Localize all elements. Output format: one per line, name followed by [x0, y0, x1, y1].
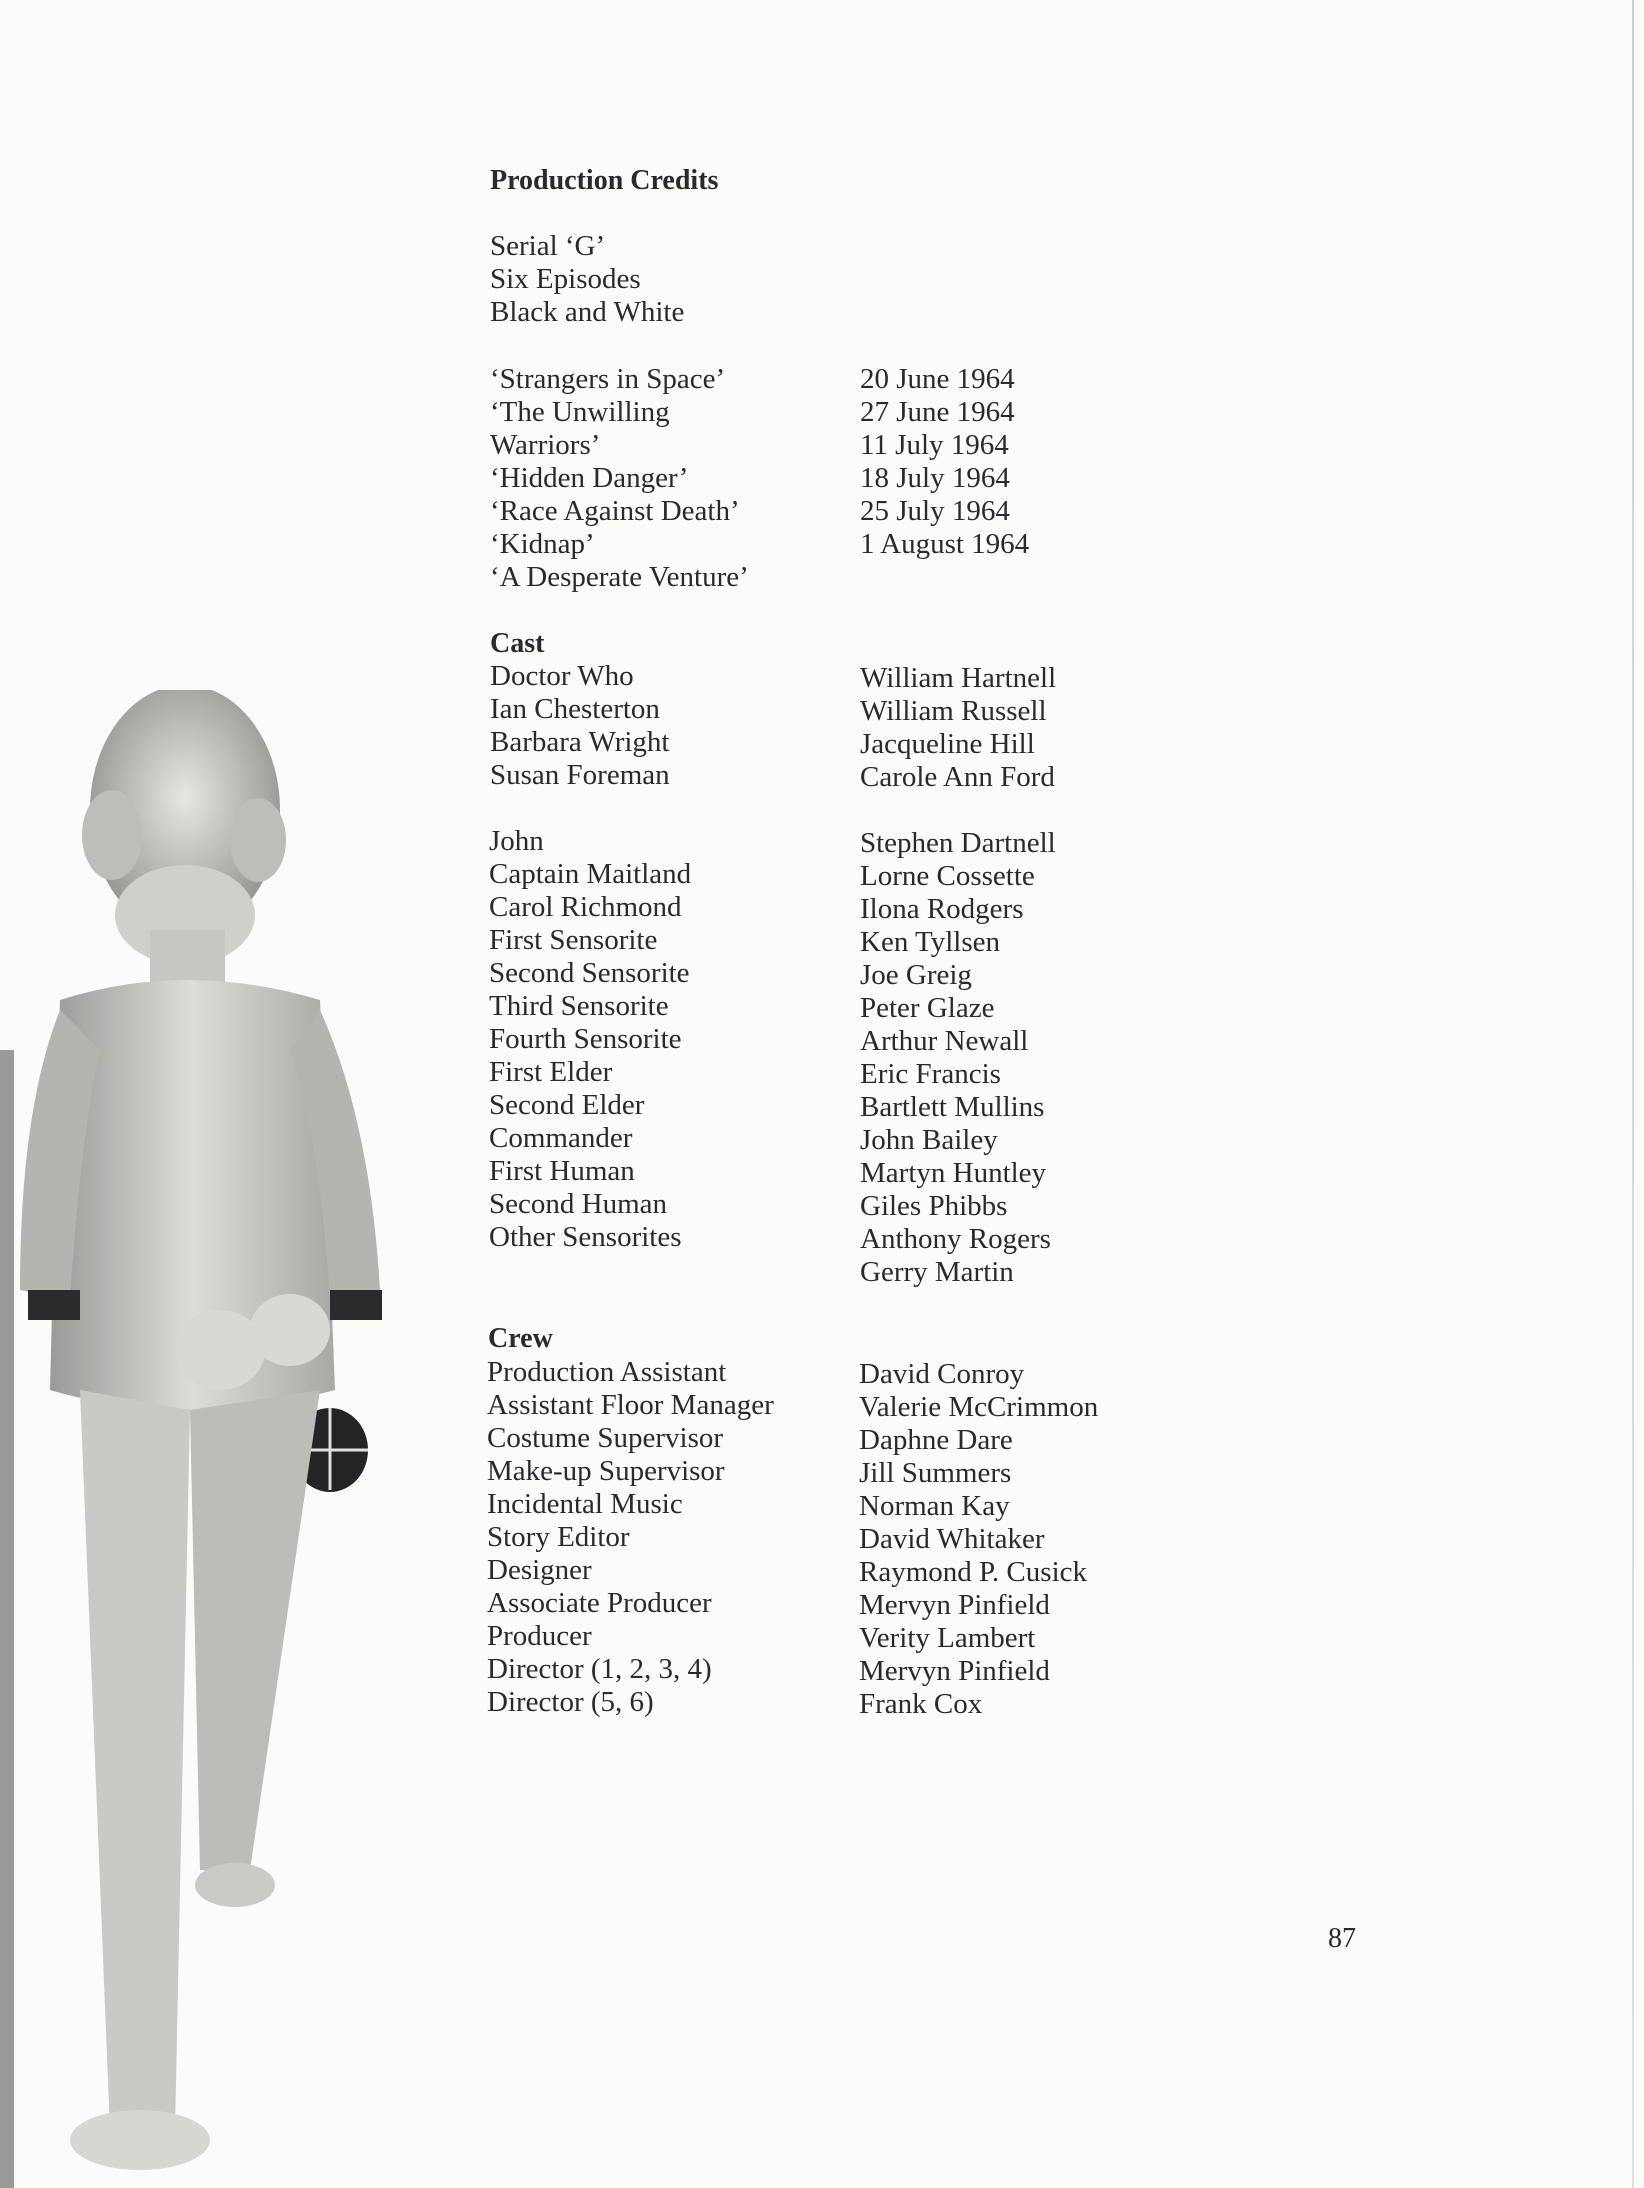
- episode-date: 11 July 1964: [860, 429, 1009, 461]
- cast-role: John: [489, 825, 544, 857]
- cast-role: First Elder: [489, 1056, 613, 1088]
- crew-role: Story Editor: [487, 1521, 630, 1553]
- episode-title: ‘Hidden Danger’: [490, 462, 689, 494]
- episode-title: Warriors’: [490, 429, 601, 461]
- cast-role: Carol Richmond: [489, 891, 682, 923]
- crew-name: Jill Summers: [859, 1457, 1012, 1489]
- crew-name: Mervyn Pinfield: [859, 1655, 1050, 1687]
- cast-guest-actors: [860, 827, 1056, 1289]
- cast-role: Third Sensorite: [489, 990, 669, 1022]
- crew-roles: [487, 1356, 774, 1719]
- crew-name: Daphne Dare: [859, 1424, 1013, 1456]
- episode-dates: [860, 363, 1029, 561]
- crew-role: Associate Producer: [487, 1587, 712, 1619]
- cast-actor: Carole Ann Ford: [860, 761, 1055, 793]
- episode-date: 20 June 1964: [860, 363, 1015, 395]
- serial-info-line: Serial ‘G’: [490, 230, 606, 262]
- cast-actor: Eric Francis: [860, 1058, 1001, 1090]
- crew-role: Director (5, 6): [487, 1686, 654, 1718]
- crew-role: Make-up Supervisor: [487, 1455, 725, 1487]
- cast-guest-roles: [489, 825, 691, 1254]
- cast-actor: Anthony Rogers: [860, 1223, 1051, 1255]
- crew-name: David Whitaker: [859, 1523, 1045, 1555]
- page-number: 87: [1328, 1923, 1356, 1954]
- cast-role: Other Sensorites: [489, 1221, 682, 1253]
- cast-actor: Giles Phibbs: [860, 1190, 1008, 1222]
- cast-main-actors: [860, 662, 1056, 794]
- page-title: Production Credits: [490, 165, 719, 196]
- serial-info-line: Six Episodes: [490, 263, 641, 295]
- cast-actor: Gerry Martin: [860, 1256, 1014, 1288]
- cast-role: Second Human: [489, 1188, 667, 1220]
- crew-role: Director (1, 2, 3, 4): [487, 1653, 712, 1685]
- crew-role: Producer: [487, 1620, 592, 1652]
- cast-main-roles: [490, 660, 670, 792]
- cast-role: Doctor Who: [490, 660, 634, 692]
- episode-title: ‘Race Against Death’: [490, 495, 740, 527]
- episode-titles: [490, 363, 749, 594]
- cast-role: Second Elder: [489, 1089, 645, 1121]
- episode-title: ‘Strangers in Space’: [490, 363, 726, 395]
- crew-role: Designer: [487, 1554, 592, 1586]
- crew-role: Costume Supervisor: [487, 1422, 724, 1454]
- crew-name: Frank Cox: [859, 1688, 983, 1720]
- cast-role: Captain Maitland: [489, 858, 692, 890]
- cast-role: Susan Foreman: [490, 759, 670, 791]
- serial-info: [490, 230, 684, 329]
- serial-info-line: Black and White: [490, 296, 685, 328]
- cast-actor: John Bailey: [860, 1124, 998, 1156]
- episode-date: 27 June 1964: [860, 396, 1015, 428]
- cast-actor: Ilona Rodgers: [860, 893, 1024, 925]
- cast-actor: William Hartnell: [860, 662, 1057, 694]
- episode-date: 25 July 1964: [860, 495, 1010, 527]
- crew-name: Mervyn Pinfield: [859, 1589, 1050, 1621]
- cast-actor: Martyn Huntley: [860, 1157, 1047, 1189]
- crew-role: Production Assistant: [487, 1356, 727, 1388]
- cast-actor: William Russell: [860, 695, 1047, 727]
- cast-role: First Sensorite: [489, 924, 658, 956]
- cast-role: Ian Chesterton: [490, 693, 660, 725]
- cast-heading: Cast: [490, 628, 545, 659]
- cast-role: First Human: [489, 1155, 635, 1187]
- episode-date: 1 August 1964: [860, 528, 1030, 560]
- episode-title: ‘A Desperate Venture’: [490, 561, 749, 593]
- crew-name: Norman Kay: [859, 1490, 1010, 1522]
- cast-actor: Stephen Dartnell: [860, 827, 1056, 859]
- crew-name: David Conroy: [859, 1358, 1025, 1390]
- crew-role: Incidental Music: [487, 1488, 683, 1520]
- cast-actor: Arthur Newall: [860, 1025, 1029, 1057]
- cast-actor: Bartlett Mullins: [860, 1091, 1045, 1123]
- episode-title: ‘Kidnap’: [490, 528, 595, 560]
- episode-date: 18 July 1964: [860, 462, 1010, 494]
- cast-role: Barbara Wright: [490, 726, 670, 758]
- cast-actor: Ken Tyllsen: [860, 926, 1001, 958]
- cast-role: Fourth Sensorite: [489, 1023, 682, 1055]
- crew-name: Raymond P. Cusick: [859, 1556, 1087, 1588]
- cast-role: Commander: [489, 1122, 633, 1154]
- cast-role: Second Sensorite: [489, 957, 690, 989]
- cast-actor: Joe Greig: [860, 959, 972, 991]
- cast-actor: Peter Glaze: [860, 992, 995, 1024]
- crew-heading: Crew: [488, 1323, 553, 1354]
- cast-actor: Lorne Cossette: [860, 860, 1035, 892]
- episode-title: ‘The Unwilling: [490, 396, 670, 428]
- crew-name: Verity Lambert: [859, 1622, 1036, 1654]
- crew-role: Assistant Floor Manager: [487, 1389, 774, 1421]
- crew-name: Valerie McCrimmon: [859, 1391, 1099, 1423]
- cast-actor: Jacqueline Hill: [860, 728, 1035, 760]
- crew-names: [859, 1358, 1098, 1721]
